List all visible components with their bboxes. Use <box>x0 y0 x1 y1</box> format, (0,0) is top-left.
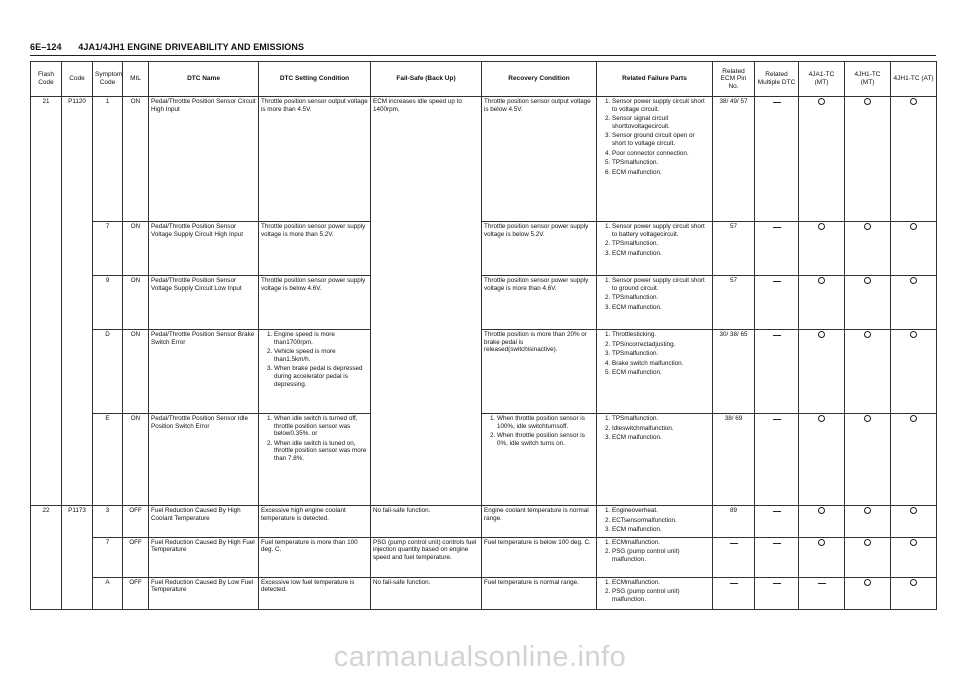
circle-mark-icon <box>910 98 917 105</box>
applicability-cell-1 <box>799 537 845 577</box>
applicability-cell-3 <box>891 330 937 414</box>
symptom-code-cell <box>93 330 123 414</box>
dash-mark-icon <box>818 583 826 584</box>
table-row <box>31 97 937 222</box>
dtc-name-cell <box>149 222 259 276</box>
related-failure-parts-cell-list <box>599 507 710 534</box>
list-item: 6. ECM malfunction. <box>612 169 710 177</box>
dash-mark-icon <box>773 335 781 336</box>
symptom-code-cell-text: A <box>105 578 110 586</box>
list-item: 2. TPSmalfunction. <box>612 294 710 302</box>
recovery-condition-cell-text: Fuel temperature is below 100 deg. C. <box>484 538 591 546</box>
applicability-cell-2 <box>845 577 891 609</box>
ecm-pin-cell <box>713 537 755 577</box>
circle-mark-icon <box>864 415 871 422</box>
list-item: 1. Throttlesticking. <box>612 331 710 339</box>
list-item: 1. Sensor power supply circuit short to voltage circuit. <box>612 98 710 113</box>
list-item: 3. When brake pedal is depressed during accelerator pedal is depressing. <box>274 365 368 388</box>
ecm-pin-cell-text: 89 <box>729 507 737 514</box>
recovery-condition-cell <box>482 414 597 506</box>
failsafe-cell <box>371 537 482 577</box>
dtc-name-cell <box>149 537 259 577</box>
applicability-cell-2 <box>845 506 891 538</box>
col-mil: MIL <box>123 62 149 97</box>
circle-mark-icon <box>910 415 917 422</box>
list-item: 4. Brake switch malfunction. <box>612 360 710 368</box>
failsafe-cell-text: ECM increases idle speed up to 1400rpm. <box>373 98 462 113</box>
applicability-cell-3 <box>891 537 937 577</box>
recovery-condition-cell <box>482 97 597 222</box>
ecm-pin-cell <box>713 222 755 276</box>
ecm-pin-cell-text: 30/ 38/ 65 <box>719 331 748 338</box>
circle-mark-icon <box>818 223 825 230</box>
list-item: 2. When throttle position sensor is 0%, idle switch turns on. <box>497 432 594 447</box>
circle-mark-icon <box>910 331 917 338</box>
list-item: 1. ECMmalfunction. <box>612 579 710 587</box>
mil-cell-text: OFF <box>129 507 142 514</box>
failsafe-cell <box>371 577 482 609</box>
setting-condition-cell <box>259 577 371 609</box>
applicability-cell-2 <box>845 537 891 577</box>
dtc-name-cell <box>149 330 259 414</box>
dtc-code-cell <box>62 506 93 610</box>
list-item: 3. Sensor ground circuit open or short to voltage circuit. <box>612 132 710 147</box>
list-item: 2. Vehicle speed is more than1.5km/h. <box>274 348 368 363</box>
ecm-pin-cell <box>713 506 755 538</box>
related-failure-parts-cell-list <box>599 331 710 377</box>
list-item: 3. ECM malfunction. <box>612 250 710 258</box>
setting-condition-cell-list <box>261 415 368 463</box>
table-row <box>31 577 937 609</box>
recovery-condition-cell <box>482 506 597 538</box>
dash-mark-icon <box>730 583 738 584</box>
symptom-code-cell <box>93 537 123 577</box>
header-rule <box>30 55 936 56</box>
dtc-name-cell <box>149 97 259 222</box>
setting-condition-cell <box>259 222 371 276</box>
mil-cell-text: OFF <box>129 578 142 586</box>
multiple-dtc-cell <box>755 276 799 330</box>
ecm-pin-cell <box>713 414 755 506</box>
setting-condition-cell <box>259 414 371 506</box>
circle-mark-icon <box>864 98 871 105</box>
setting-condition-cell-text: Throttle position sensor power supply voltage is below 4.6V. <box>261 277 366 292</box>
circle-mark-icon <box>864 331 871 338</box>
ecm-pin-cell <box>713 276 755 330</box>
circle-mark-icon <box>864 579 871 586</box>
applicability-cell-2 <box>845 414 891 506</box>
dash-mark-icon <box>773 543 781 544</box>
applicability-cell-1 <box>799 330 845 414</box>
dtc-name-cell-text: Pedal/Throttle Position Sensor Brake Switch Error <box>151 331 255 346</box>
dtc-name-cell-text: Pedal/Throttle Position Sensor Voltage Supply Circuit High Input <box>151 223 244 238</box>
recovery-condition-cell <box>482 577 597 609</box>
dtc-code-cell-text: P1120 <box>68 98 86 105</box>
dtc-code-cell <box>62 97 93 506</box>
col-ecm-pin: Related ECM Pin No. <box>713 62 755 97</box>
list-item: 2. Idleswitchmalfunction. <box>612 425 710 433</box>
symptom-code-cell <box>93 506 123 538</box>
dash-mark-icon <box>773 281 781 282</box>
flash-code-cell-text: 22 <box>42 507 50 514</box>
dtc-name-cell-text: Pedal/Throttle Position Sensor Idle Position Switch Error <box>151 415 248 430</box>
mil-cell <box>123 577 149 609</box>
list-item: 1. Sensor power supply circuit short to battery voltagecircuit. <box>612 223 710 238</box>
dash-mark-icon <box>773 102 781 103</box>
list-item: 2. PSG (pump control unit) malfunction. <box>612 588 710 603</box>
recovery-condition-cell-text: Throttle position is more than 20% or brake pedal is released(switchisinactive). <box>484 331 587 354</box>
applicability-cell-3 <box>891 222 937 276</box>
dtc-name-cell-text: Fuel Reduction Caused By High Coolant Temperature <box>151 507 241 522</box>
list-item: 2. Sensor signal circuit shorttovoltagecircuit. <box>612 115 710 130</box>
col-4jh1-tc-mt: 4JH1-TC (MT) <box>845 62 891 97</box>
mil-cell-text: ON <box>130 98 141 105</box>
circle-mark-icon <box>818 539 825 546</box>
recovery-condition-cell-text: Fuel temperature is normal range. <box>484 578 579 586</box>
dash-mark-icon <box>730 543 738 544</box>
dtc-name-cell <box>149 506 259 538</box>
dash-mark-icon <box>773 583 781 584</box>
circle-mark-icon <box>864 507 871 514</box>
page-title: 4JA1/4JH1 ENGINE DRIVEABILITY AND EMISSIONS <box>78 42 305 52</box>
list-item: 5. TPSmalfunction. <box>612 159 710 167</box>
col-setting-condition: DTC Setting Condition <box>259 62 371 97</box>
multiple-dtc-cell <box>755 97 799 222</box>
recovery-condition-cell-text: Throttle position sensor power supply voltage is more than 4.6V. <box>484 277 589 292</box>
dtc-name-cell-text: Fuel Reduction Caused By High Fuel Temperature <box>151 538 255 554</box>
setting-condition-cell <box>259 506 371 538</box>
symptom-code-cell <box>93 276 123 330</box>
related-failure-parts-cell <box>597 276 713 330</box>
ecm-pin-cell <box>713 577 755 609</box>
multiple-dtc-cell <box>755 506 799 538</box>
related-failure-parts-cell <box>597 577 713 609</box>
list-item: 2. TPSmalfunction. <box>612 240 710 248</box>
col-recovery-condition: Recovery Condition <box>482 62 597 97</box>
dash-mark-icon <box>773 511 781 512</box>
recovery-condition-cell-list <box>484 415 594 447</box>
recovery-condition-cell-text: Throttle position sensor power supply voltage is below 5.2V. <box>484 223 589 238</box>
related-failure-parts-cell-list <box>599 98 710 176</box>
multiple-dtc-cell <box>755 222 799 276</box>
applicability-cell-3 <box>891 276 937 330</box>
related-failure-parts-cell <box>597 537 713 577</box>
applicability-cell-3 <box>891 506 937 538</box>
col-4ja1-tc-mt: 4JA1-TC (MT) <box>799 62 845 97</box>
recovery-condition-cell <box>482 537 597 577</box>
col-dtc-name: DTC Name <box>149 62 259 97</box>
recovery-condition-cell-text: Engine coolant temperature is normal range. <box>484 507 589 522</box>
list-item: 4. Poor connector connection. <box>612 150 710 158</box>
flash-code-cell <box>31 97 62 506</box>
failsafe-cell-text: PSG (pump control unit) controls fuel injection quantity based on engine speed and fuel temperature. <box>373 538 477 561</box>
mil-cell <box>123 537 149 577</box>
failsafe-cell-text: No fail-safe function. <box>373 507 431 514</box>
setting-condition-cell <box>259 276 371 330</box>
mil-cell <box>123 414 149 506</box>
ecm-pin-cell-text: 57 <box>729 277 737 284</box>
symptom-code-cell-text: 7 <box>105 538 110 546</box>
multiple-dtc-cell <box>755 414 799 506</box>
circle-mark-icon <box>818 98 825 105</box>
ecm-pin-cell-text: 38/ 69 <box>724 415 743 422</box>
circle-mark-icon <box>864 223 871 230</box>
mil-cell <box>123 222 149 276</box>
applicability-cell-2 <box>845 276 891 330</box>
dtc-name-cell <box>149 577 259 609</box>
failsafe-cell <box>371 97 482 506</box>
setting-condition-cell-text: Throttle position sensor power supply voltage is more than 5.2V. <box>261 223 366 238</box>
table-row <box>31 506 937 538</box>
table-body <box>31 97 937 610</box>
setting-condition-cell-text: Throttle position sensor output voltage is more than 4.5V. <box>261 98 368 113</box>
list-item: 1. Engine speed is more than1700rpm. <box>274 331 368 346</box>
symptom-code-cell <box>93 97 123 222</box>
list-item: 1. Sensor power supply circuit short to ground circuit. <box>612 277 710 292</box>
col-4jh1-tc-at: 4JH1-TC (AT) <box>891 62 937 97</box>
dtc-name-cell-text: Pedal/Throttle Position Sensor Voltage Supply Circuit Low Input <box>151 277 242 292</box>
table-row <box>31 537 937 577</box>
applicability-cell-3 <box>891 97 937 222</box>
multiple-dtc-cell <box>755 537 799 577</box>
ecm-pin-cell <box>713 330 755 414</box>
col-symptom-code: Symptom Code <box>93 62 123 97</box>
applicability-cell-3 <box>891 414 937 506</box>
list-item: 1. TPSmalfunction. <box>612 415 710 423</box>
mil-cell-text: ON <box>130 223 141 230</box>
dash-mark-icon <box>773 227 781 228</box>
related-failure-parts-cell <box>597 97 713 222</box>
ecm-pin-cell-text: 57 <box>729 223 737 230</box>
related-failure-parts-cell-list <box>599 539 710 564</box>
setting-condition-cell-text: Excessive low fuel temperature is detected. <box>261 578 355 594</box>
failsafe-cell <box>371 506 482 538</box>
circle-mark-icon <box>910 223 917 230</box>
symptom-code-cell-text: D <box>105 331 110 338</box>
symptom-code-cell <box>93 414 123 506</box>
col-related-failure-parts: Related Failure Parts <box>597 62 713 97</box>
list-item: 3. ECM malfunction. <box>612 304 710 312</box>
mil-cell <box>123 97 149 222</box>
circle-mark-icon <box>818 331 825 338</box>
col-code: Code <box>62 62 93 97</box>
dtc-name-cell-text: Pedal/Throttle Position Sensor Circuit High Input <box>151 98 256 113</box>
failsafe-cell-text: No fail-safe function. <box>373 578 431 586</box>
mil-cell <box>123 276 149 330</box>
symptom-code-cell-text: 7 <box>105 223 110 230</box>
list-item: 1. When idle switch is turned off, throttle position sensor was below0.35%. or <box>274 415 368 438</box>
page-header <box>30 42 935 52</box>
related-failure-parts-cell-list <box>599 415 710 442</box>
table-row <box>31 330 937 414</box>
applicability-cell-1 <box>799 276 845 330</box>
related-failure-parts-cell-list <box>599 579 710 604</box>
applicability-cell-1 <box>799 506 845 538</box>
related-failure-parts-cell <box>597 222 713 276</box>
related-failure-parts-cell-list <box>599 277 710 311</box>
circle-mark-icon <box>818 507 825 514</box>
ecm-pin-cell <box>713 97 755 222</box>
applicability-cell-3 <box>891 577 937 609</box>
symptom-code-cell-text: 1 <box>105 98 110 105</box>
mil-cell <box>123 506 149 538</box>
symptom-code-cell-text: E <box>105 415 110 422</box>
table-row <box>31 222 937 276</box>
related-failure-parts-cell <box>597 414 713 506</box>
dtc-table <box>30 61 937 610</box>
setting-condition-cell-text: Fuel temperature is more than 100 deg. C. <box>261 538 358 554</box>
applicability-cell-1 <box>799 577 845 609</box>
circle-mark-icon <box>910 507 917 514</box>
circle-mark-icon <box>910 579 917 586</box>
table-row <box>31 414 937 506</box>
mil-cell <box>123 330 149 414</box>
mil-cell-text: ON <box>130 277 141 284</box>
recovery-condition-cell <box>482 276 597 330</box>
list-item: 2. TPSincorrectadjusting. <box>612 341 710 349</box>
related-failure-parts-cell-list <box>599 223 710 257</box>
list-item: 3. ECM malfunction. <box>612 526 710 534</box>
recovery-condition-cell <box>482 330 597 414</box>
applicability-cell-2 <box>845 330 891 414</box>
applicability-cell-1 <box>799 414 845 506</box>
list-item: 1. Engineoverheat. <box>612 507 710 515</box>
flash-code-cell-text: 21 <box>42 98 50 105</box>
dtc-name-cell <box>149 276 259 330</box>
list-item: 2. When idle switch is tuned on, throttle position sensor was more than 7.8%. <box>274 440 368 463</box>
recovery-condition-cell-text: Throttle position sensor output voltage is below 4.5V. <box>484 98 591 113</box>
multiple-dtc-cell <box>755 330 799 414</box>
col-failsafe: Fail-Safe (Back Up) <box>371 62 482 97</box>
page-number: 6E–124 <box>30 42 62 52</box>
list-item: 5. ECM malfunction. <box>612 369 710 377</box>
mil-cell-text: OFF <box>129 538 142 546</box>
setting-condition-cell <box>259 537 371 577</box>
related-failure-parts-cell <box>597 506 713 538</box>
symptom-code-cell-text: 9 <box>105 277 110 284</box>
applicability-cell-1 <box>799 222 845 276</box>
symptom-code-cell-text: 3 <box>105 507 110 514</box>
list-item: 3. ECM malfunction. <box>612 434 710 442</box>
col-flash-code: Flash Code <box>31 62 62 97</box>
ecm-pin-cell-text: 38/ 49/ 57 <box>719 98 748 105</box>
recovery-condition-cell <box>482 222 597 276</box>
circle-mark-icon <box>818 415 825 422</box>
list-item: 1. When throttle position sensor is 100%, idle switchturnsoff. <box>497 415 594 430</box>
dash-mark-icon <box>773 419 781 420</box>
applicability-cell-2 <box>845 222 891 276</box>
list-item: 2. PSG (pump control unit) malfunction. <box>612 548 710 563</box>
dtc-code-cell-text: P1173 <box>68 507 86 514</box>
list-item: 2. ECTsensormalfunction. <box>612 517 710 525</box>
multiple-dtc-cell <box>755 577 799 609</box>
list-item: 3. TPSmalfunction. <box>612 350 710 358</box>
circle-mark-icon <box>910 539 917 546</box>
watermark: carmanualsonline.info <box>333 641 627 673</box>
dtc-name-cell-text: Fuel Reduction Caused By Low Fuel Temperature <box>151 578 254 594</box>
table-row <box>31 276 937 330</box>
circle-mark-icon <box>910 277 917 284</box>
mil-cell-text: ON <box>130 331 141 338</box>
flash-code-cell <box>31 506 62 610</box>
circle-mark-icon <box>864 539 871 546</box>
applicability-cell-1 <box>799 97 845 222</box>
circle-mark-icon <box>818 277 825 284</box>
setting-condition-cell-list <box>261 331 368 388</box>
setting-condition-cell <box>259 330 371 414</box>
symptom-code-cell <box>93 577 123 609</box>
list-item: 1. ECMmalfunction. <box>612 539 710 547</box>
setting-condition-cell <box>259 97 371 222</box>
related-failure-parts-cell <box>597 330 713 414</box>
mil-cell-text: ON <box>130 415 141 422</box>
setting-condition-cell-text: Excessive high engine coolant temperature is detected. <box>261 507 346 522</box>
applicability-cell-2 <box>845 97 891 222</box>
dtc-name-cell <box>149 414 259 506</box>
circle-mark-icon <box>864 277 871 284</box>
col-multiple-dtc: Related Multiple DTC <box>755 62 799 97</box>
symptom-code-cell <box>93 222 123 276</box>
table-header-row <box>31 62 937 97</box>
